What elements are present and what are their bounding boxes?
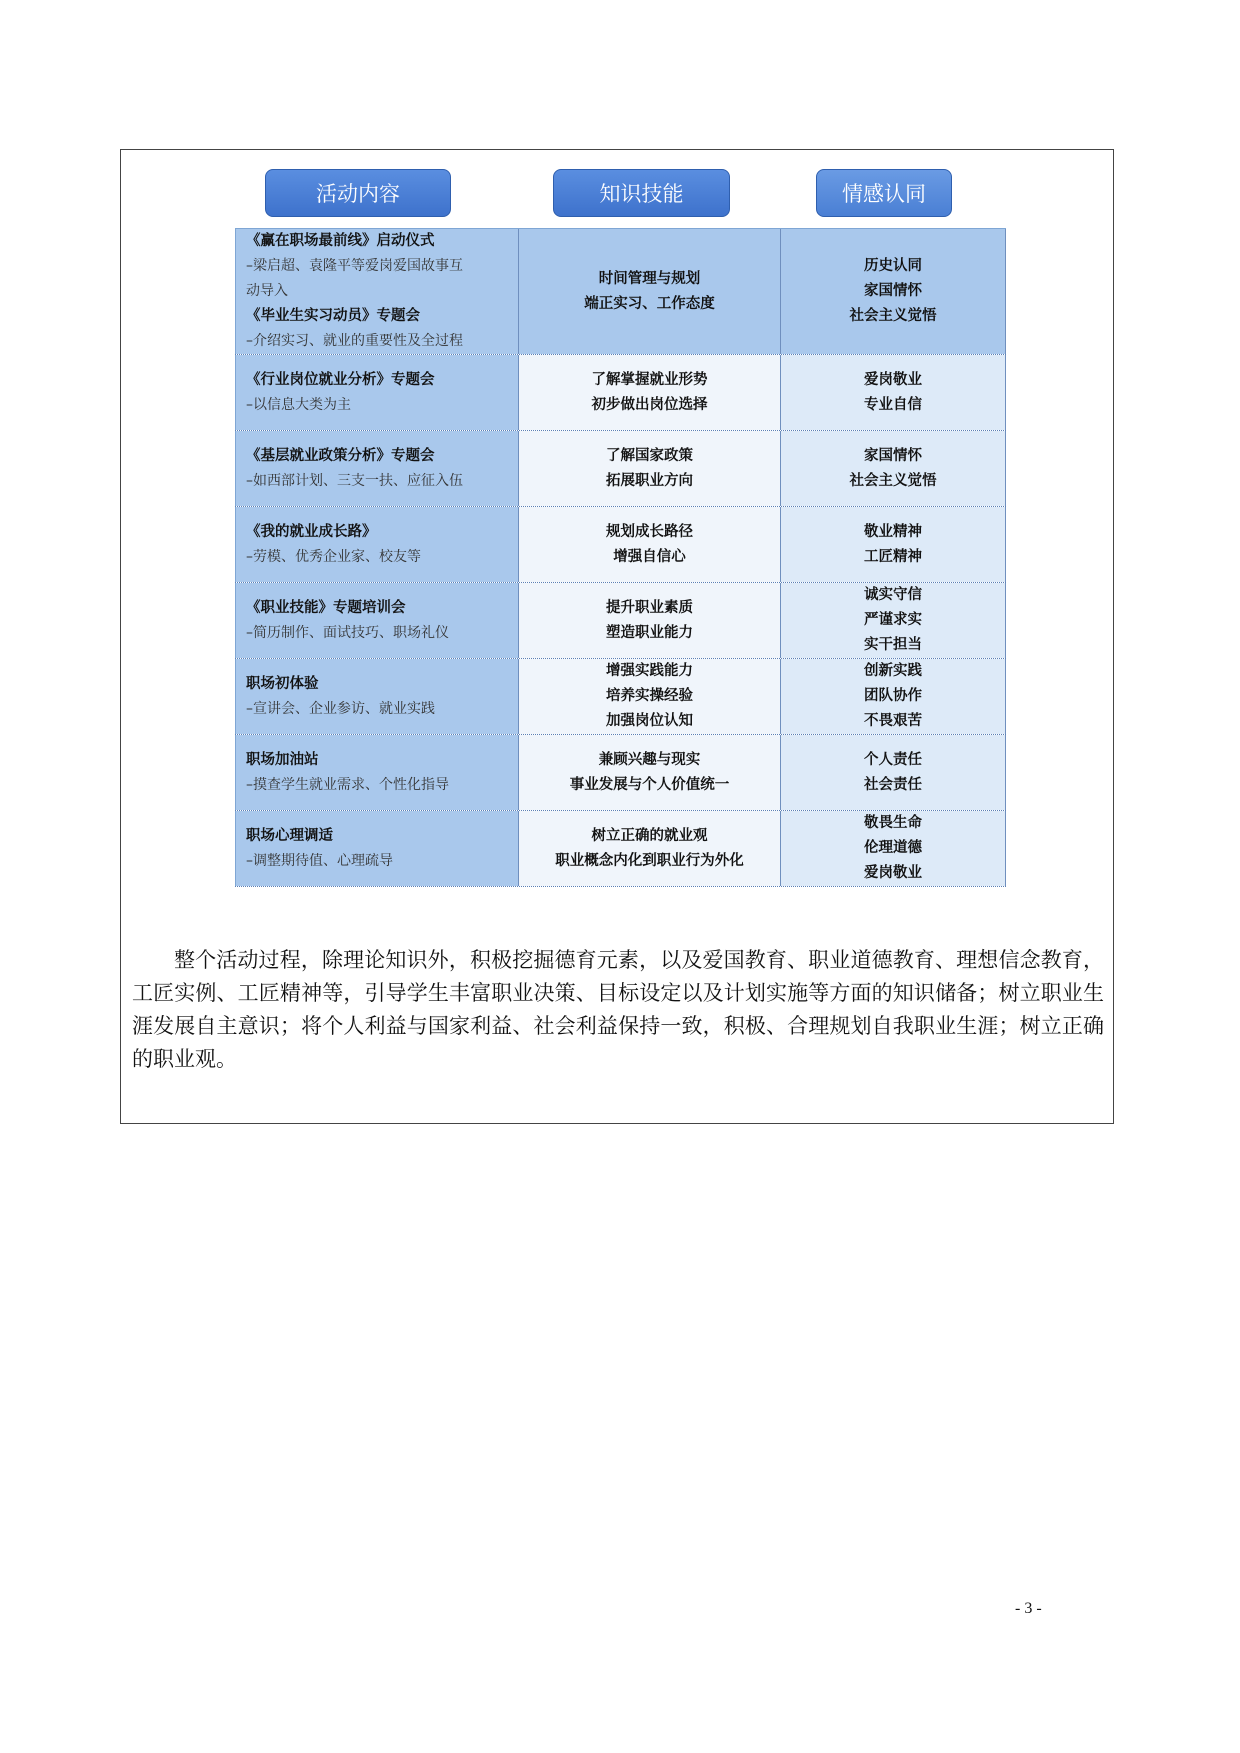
knowledge-item: 加强岗位认知 xyxy=(606,713,693,729)
activity-detail: 动导入 xyxy=(246,283,288,299)
knowledge-item: 增强实践能力 xyxy=(606,663,693,679)
emotion-cell xyxy=(781,229,1006,354)
table-row xyxy=(235,507,1006,583)
activity-title: 职场初体验 xyxy=(246,675,319,692)
table-row xyxy=(235,659,1006,735)
knowledge-item: 事业发展与个人价值统一 xyxy=(569,776,730,793)
knowledge-item: 了解掌握就业形势 xyxy=(591,371,708,388)
activity-detail: –摸查学生就业需求、个性化指导 xyxy=(246,776,449,793)
knowledge-item: 了解国家政策 xyxy=(606,447,693,464)
knowledge-cell xyxy=(519,811,781,886)
header-activity-content: 活动内容 xyxy=(265,169,451,217)
emotion-cell xyxy=(781,431,1006,506)
activity-title: 《我的就业成长路》 xyxy=(246,523,377,540)
knowledge-cell xyxy=(519,735,781,810)
emotion-item: 爱岗敬业 xyxy=(864,865,922,881)
knowledge-item: 兼顾兴趣与现实 xyxy=(598,751,701,768)
activity-detail: –介绍实习、就业的重要性及全过程 xyxy=(246,333,463,349)
emotion-cell xyxy=(781,583,1006,658)
activity-detail: –简历制作、面试技巧、职场礼仪 xyxy=(246,624,449,641)
emotion-item: 家国情怀 xyxy=(864,447,922,464)
emotion-cell xyxy=(781,659,1006,734)
page-number: - 3 - xyxy=(1015,1600,1042,1617)
activity-table xyxy=(235,228,1006,887)
emotion-item: 家国情怀 xyxy=(864,283,922,299)
emotion-item: 团队协作 xyxy=(864,688,922,704)
emotion-item: 敬业精神 xyxy=(864,523,922,540)
knowledge-cell xyxy=(519,507,781,582)
activity-title: 职场心理调适 xyxy=(246,827,333,844)
knowledge-item: 培养实操经验 xyxy=(606,688,693,704)
activity-cell xyxy=(235,431,519,506)
emotion-cell xyxy=(781,811,1006,886)
activity-cell xyxy=(235,811,519,886)
header-knowledge-skills: 知识技能 xyxy=(553,169,730,217)
activity-title: 《职业技能》专题培训会 xyxy=(246,599,406,616)
emotion-item: 创新实践 xyxy=(864,663,922,679)
header-emotional-identity: 情感认同 xyxy=(816,169,952,217)
table-row xyxy=(235,431,1006,507)
knowledge-item: 提升职业素质 xyxy=(606,599,693,616)
emotion-item: 爱岗敬业 xyxy=(864,371,922,388)
knowledge-item: 塑造职业能力 xyxy=(606,624,693,641)
knowledge-item: 增强自信心 xyxy=(613,548,686,565)
activity-detail: –以信息大类为主 xyxy=(246,396,351,413)
activity-cell xyxy=(235,229,519,354)
activity-cell xyxy=(235,355,519,430)
activity-title: 职场加油站 xyxy=(246,751,319,768)
activity-detail: –如西部计划、三支一扶、应征入伍 xyxy=(246,472,463,489)
emotion-item: 敬畏生命 xyxy=(864,815,922,831)
activity-cell xyxy=(235,583,519,658)
emotion-item: 社会主义觉悟 xyxy=(849,308,937,324)
emotion-item: 不畏艰苦 xyxy=(864,713,922,729)
activity-title: 《基层就业政策分析》专题会 xyxy=(246,447,435,464)
knowledge-cell xyxy=(519,355,781,430)
emotion-cell xyxy=(781,735,1006,810)
knowledge-cell xyxy=(519,431,781,506)
emotion-item: 历史认同 xyxy=(864,258,922,274)
knowledge-item: 树立正确的就业观 xyxy=(591,827,708,844)
knowledge-cell xyxy=(519,659,781,734)
emotion-item: 社会责任 xyxy=(864,776,922,793)
activity-title: 《赢在职场最前线》启动仪式 xyxy=(246,233,435,249)
table-row xyxy=(235,735,1006,811)
emotion-cell xyxy=(781,355,1006,430)
knowledge-item: 拓展职业方向 xyxy=(606,472,693,489)
activity-cell xyxy=(235,659,519,734)
knowledge-item: 职业概念内化到职业行为外化 xyxy=(555,852,744,869)
emotion-item: 个人责任 xyxy=(864,751,922,768)
emotion-item: 伦理道德 xyxy=(864,840,922,856)
knowledge-item: 端正实习、工作态度 xyxy=(584,295,715,312)
knowledge-cell xyxy=(519,229,781,354)
emotion-item: 工匠精神 xyxy=(864,548,922,565)
knowledge-item: 初步做出岗位选择 xyxy=(591,396,708,413)
activity-detail: –调整期待值、心理疏导 xyxy=(246,852,393,869)
emotion-item: 社会主义觉悟 xyxy=(849,472,937,489)
emotion-item: 诚实守信 xyxy=(864,587,922,603)
activity-detail: –梁启超、袁隆平等爱岗爱国故事互 xyxy=(246,258,463,274)
emotion-item: 实干担当 xyxy=(864,637,922,653)
emotion-item: 专业自信 xyxy=(864,396,922,413)
table-row xyxy=(235,355,1006,431)
activity-cell xyxy=(235,507,519,582)
table-row xyxy=(235,811,1006,887)
activity-detail: –宣讲会、企业参访、就业实践 xyxy=(246,700,435,717)
summary-paragraph: 整个活动过程，除理论知识外，积极挖掘德育元素，以及爱国教育、职业道德教育、理想信念教育，工匠实例、工匠精神等，引导学生丰富职业决策、目标设定以及计划实施等方面的知识储备；树立职业生涯发展自主意识；将个人利益与国家利益、社会利益保持一致，积极、合理规划自我职业生涯；树立正确的职业观。 xyxy=(132,948,1104,1071)
knowledge-item: 时间管理与规划 xyxy=(598,270,701,287)
table-row xyxy=(235,583,1006,659)
activity-title: 《行业岗位就业分析》专题会 xyxy=(246,371,435,388)
emotion-item: 严谨求实 xyxy=(864,612,922,628)
table-row xyxy=(235,229,1006,355)
activity-cell xyxy=(235,735,519,810)
knowledge-item: 规划成长路径 xyxy=(606,523,693,540)
knowledge-cell xyxy=(519,583,781,658)
activity-detail: –劳模、优秀企业家、校友等 xyxy=(246,548,421,565)
emotion-cell xyxy=(781,507,1006,582)
activity-title: 《毕业生实习动员》专题会 xyxy=(246,308,420,324)
